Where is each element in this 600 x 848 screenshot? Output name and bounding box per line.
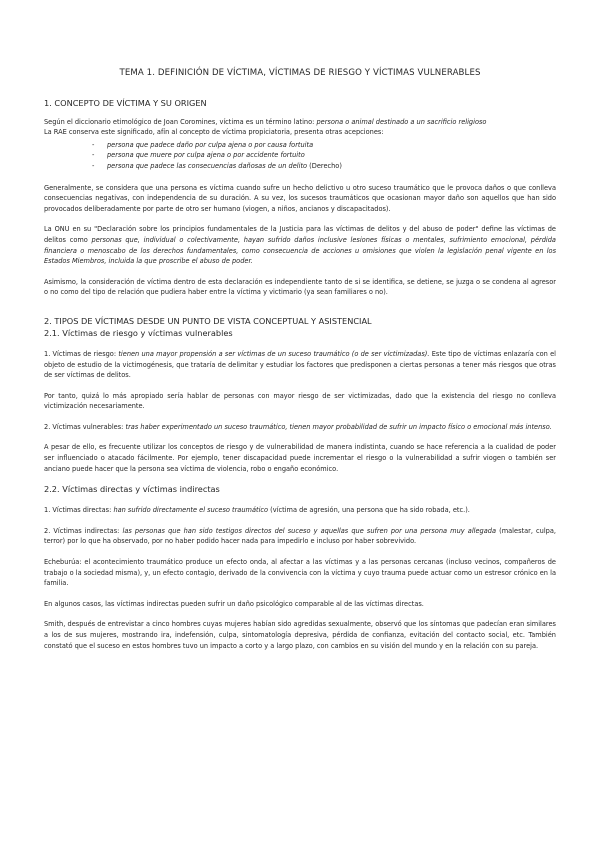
section-2-heading: 2. TIPOS DE VÍCTIMAS DESDE UN PUNTO DE VISTA CONCEPTUAL Y ASISTENCIAL — [44, 315, 372, 326]
section-2-paragraph-2: Por tanto, quizá lo más apropiado sería hablar de personas con mayor riesgo de ser victimizadas, dado que la existencia del riesgo no conlleva victimización necesariamente. — [44, 391, 556, 411]
section-1-paragraph-3: Generalmente, se considera que una persona es víctima cuando sufre un hecho delictivo u otro suceso traumático que le provoca daños o que conlleva consecuencias negativas, con independencia de su duración. A su vez, los sucesos traumáticos que ocasionan mayor daño son aquellos que han sido provocados deliberadamente por parte de otro ser humano (viogen, a niños, ancianos y discapacitados). — [44, 183, 556, 213]
list-item: - persona que padece daño por culpa ajena o por causa fortuita — [92, 140, 556, 151]
paragraph-text: La ONU en su "Declaración sobre los principios fundamentales de la Justicia para las víctimas de delitos y del abuso de poder" define las víctimas de delitos como — [44, 225, 556, 244]
subsection-2-1-heading: 2.1. Víctimas de riesgo y víctimas vulnerables — [44, 327, 233, 338]
section-2-paragraph-7: Echeburúa: el acontecimiento traumático produce un efecto onda, al afectar a las víctimas y a las personas cercanas (incluso vecinos, compañeros de trabajo o la sociedad misma), y, un efecto contagio, derivado de la convivencia con la víctima y cuyo trauma puede actuar como un estresor crónico en la familia. — [44, 558, 556, 588]
section-1-paragraph-2: La RAE conserva este significado, afín al concepto de víctima propiciatoria, presenta otras acepciones: — [44, 128, 384, 137]
section-2-paragraph-9: Smith, después de entrevistar a cinco hombres cuyas mujeres habían sido agredidas sexualmente, observó que los síntomas que padecían eran similares a los de sus mujeres, mostrando ira, indefensión, culpa, sintomatología depresiva, pérdida de confianza, evitación del contacto social, etc. También constató que el suceso en estos hombres tuvo un impacto a corto y a largo plazo, con cambios en su visión del mundo y en la relación con su pareja. — [44, 620, 556, 650]
list-item: - persona que muere por culpa ajena o por accidente fortuito — [92, 150, 556, 161]
paragraph-italic: personas que, individual o colectivamente, hayan sufrido daños inclusive lesiones físicas o mentales, sufrimiento emocional, pérdida financiera o menoscabo de los derechos fundamentales, como consecuencia de acciones u omisiones que violen la legislación penal vigente en los Estados Miembros, incluida la que proscribe el abuso de poder. — [44, 235, 556, 266]
section-2-paragraph-8: En algunos casos, las víctimas indirectas pueden sufrir un daño psicológico comparable al de las víctimas directas. — [44, 599, 424, 608]
paragraph-italic: persona o animal destinado a un sacrificio religioso — [316, 117, 487, 126]
section-2-paragraph-1: 1. Víctimas de riesgo: tienen una mayor propensión a ser víctimas de un suceso traumático (o de ser victimizadas). Este tipo de víctimas enlazaría con el objeto de estudio de la victimogénesis, que trataría de delimitar y estudiar los factores que predisponen a ciertas personas a tener más riesgos que otras de ser víctimas de delitos. — [44, 349, 556, 380]
section-1-paragraph-5: Asimismo, la consideración de víctima dentro de esta declaración es independiente tanto de si se identifica, se detiene, se juzga o se condena al agresor o no como del tipo de relación que pudiera haber entre la víctima y victimario (ya sean familiares o no). — [44, 277, 556, 297]
definitions-list — [44, 140, 556, 172]
section-2-paragraph-6: 2. Víctimas indirectas: las personas que han sido testigos directos del suceso y aquellas que sufren por una persona muy allegada (malestar, culpa, terror) por lo que ha observado, por no haber podido hacer nada para impedirlo e incluso por haber sobrevivido. — [44, 526, 557, 546]
section-2-paragraph-4: A pesar de ello, es frecuente utilizar los conceptos de riesgo y de vulnerabilidad de manera indistinta, cuando se hace referencia a la cualidad de poder ser influenciado o atacado fácilmente. Por ejemplo, tener discapacidad puede incrementar el riesgo o la vulnerabilidad a sufrir viogen o también ser anciano puede hacer que la persona sea víctima de violencia, robo o engaño económico. — [44, 443, 556, 473]
list-item: - persona que padece las consecuencias dañosas de un delito (Derecho) — [92, 161, 556, 172]
section-1-paragraph-4 — [44, 224, 556, 266]
subsection-2-2-heading: 2.2. Víctimas directas y víctimas indirectas — [44, 484, 220, 495]
page-title: TEMA 1. DEFINICIÓN DE VÍCTIMA, VÍCTIMAS DE RIESGO Y VÍCTIMAS VULNERABLES — [119, 68, 481, 78]
section-2-paragraph-5: 1. Víctimas directas: han sufrido directamente el suceso traumático (víctima de agresión, una persona que ha sido robada, etc.). — [44, 506, 470, 515]
section-1-heading: 1. CONCEPTO DE VÍCTIMA Y SU ORIGEN — [44, 97, 207, 108]
section-1-paragraph-1 — [44, 117, 556, 128]
section-2-paragraph-3: 2. Víctimas vulnerables: tras haber experimentado un suceso traumático, tienen mayor probabilidad de sufrir un impacto físico o emocional más intenso. — [44, 422, 552, 431]
paragraph-text: Según el diccionario etimológico de Joan Coromines, víctima es un término latino: — [44, 117, 315, 126]
